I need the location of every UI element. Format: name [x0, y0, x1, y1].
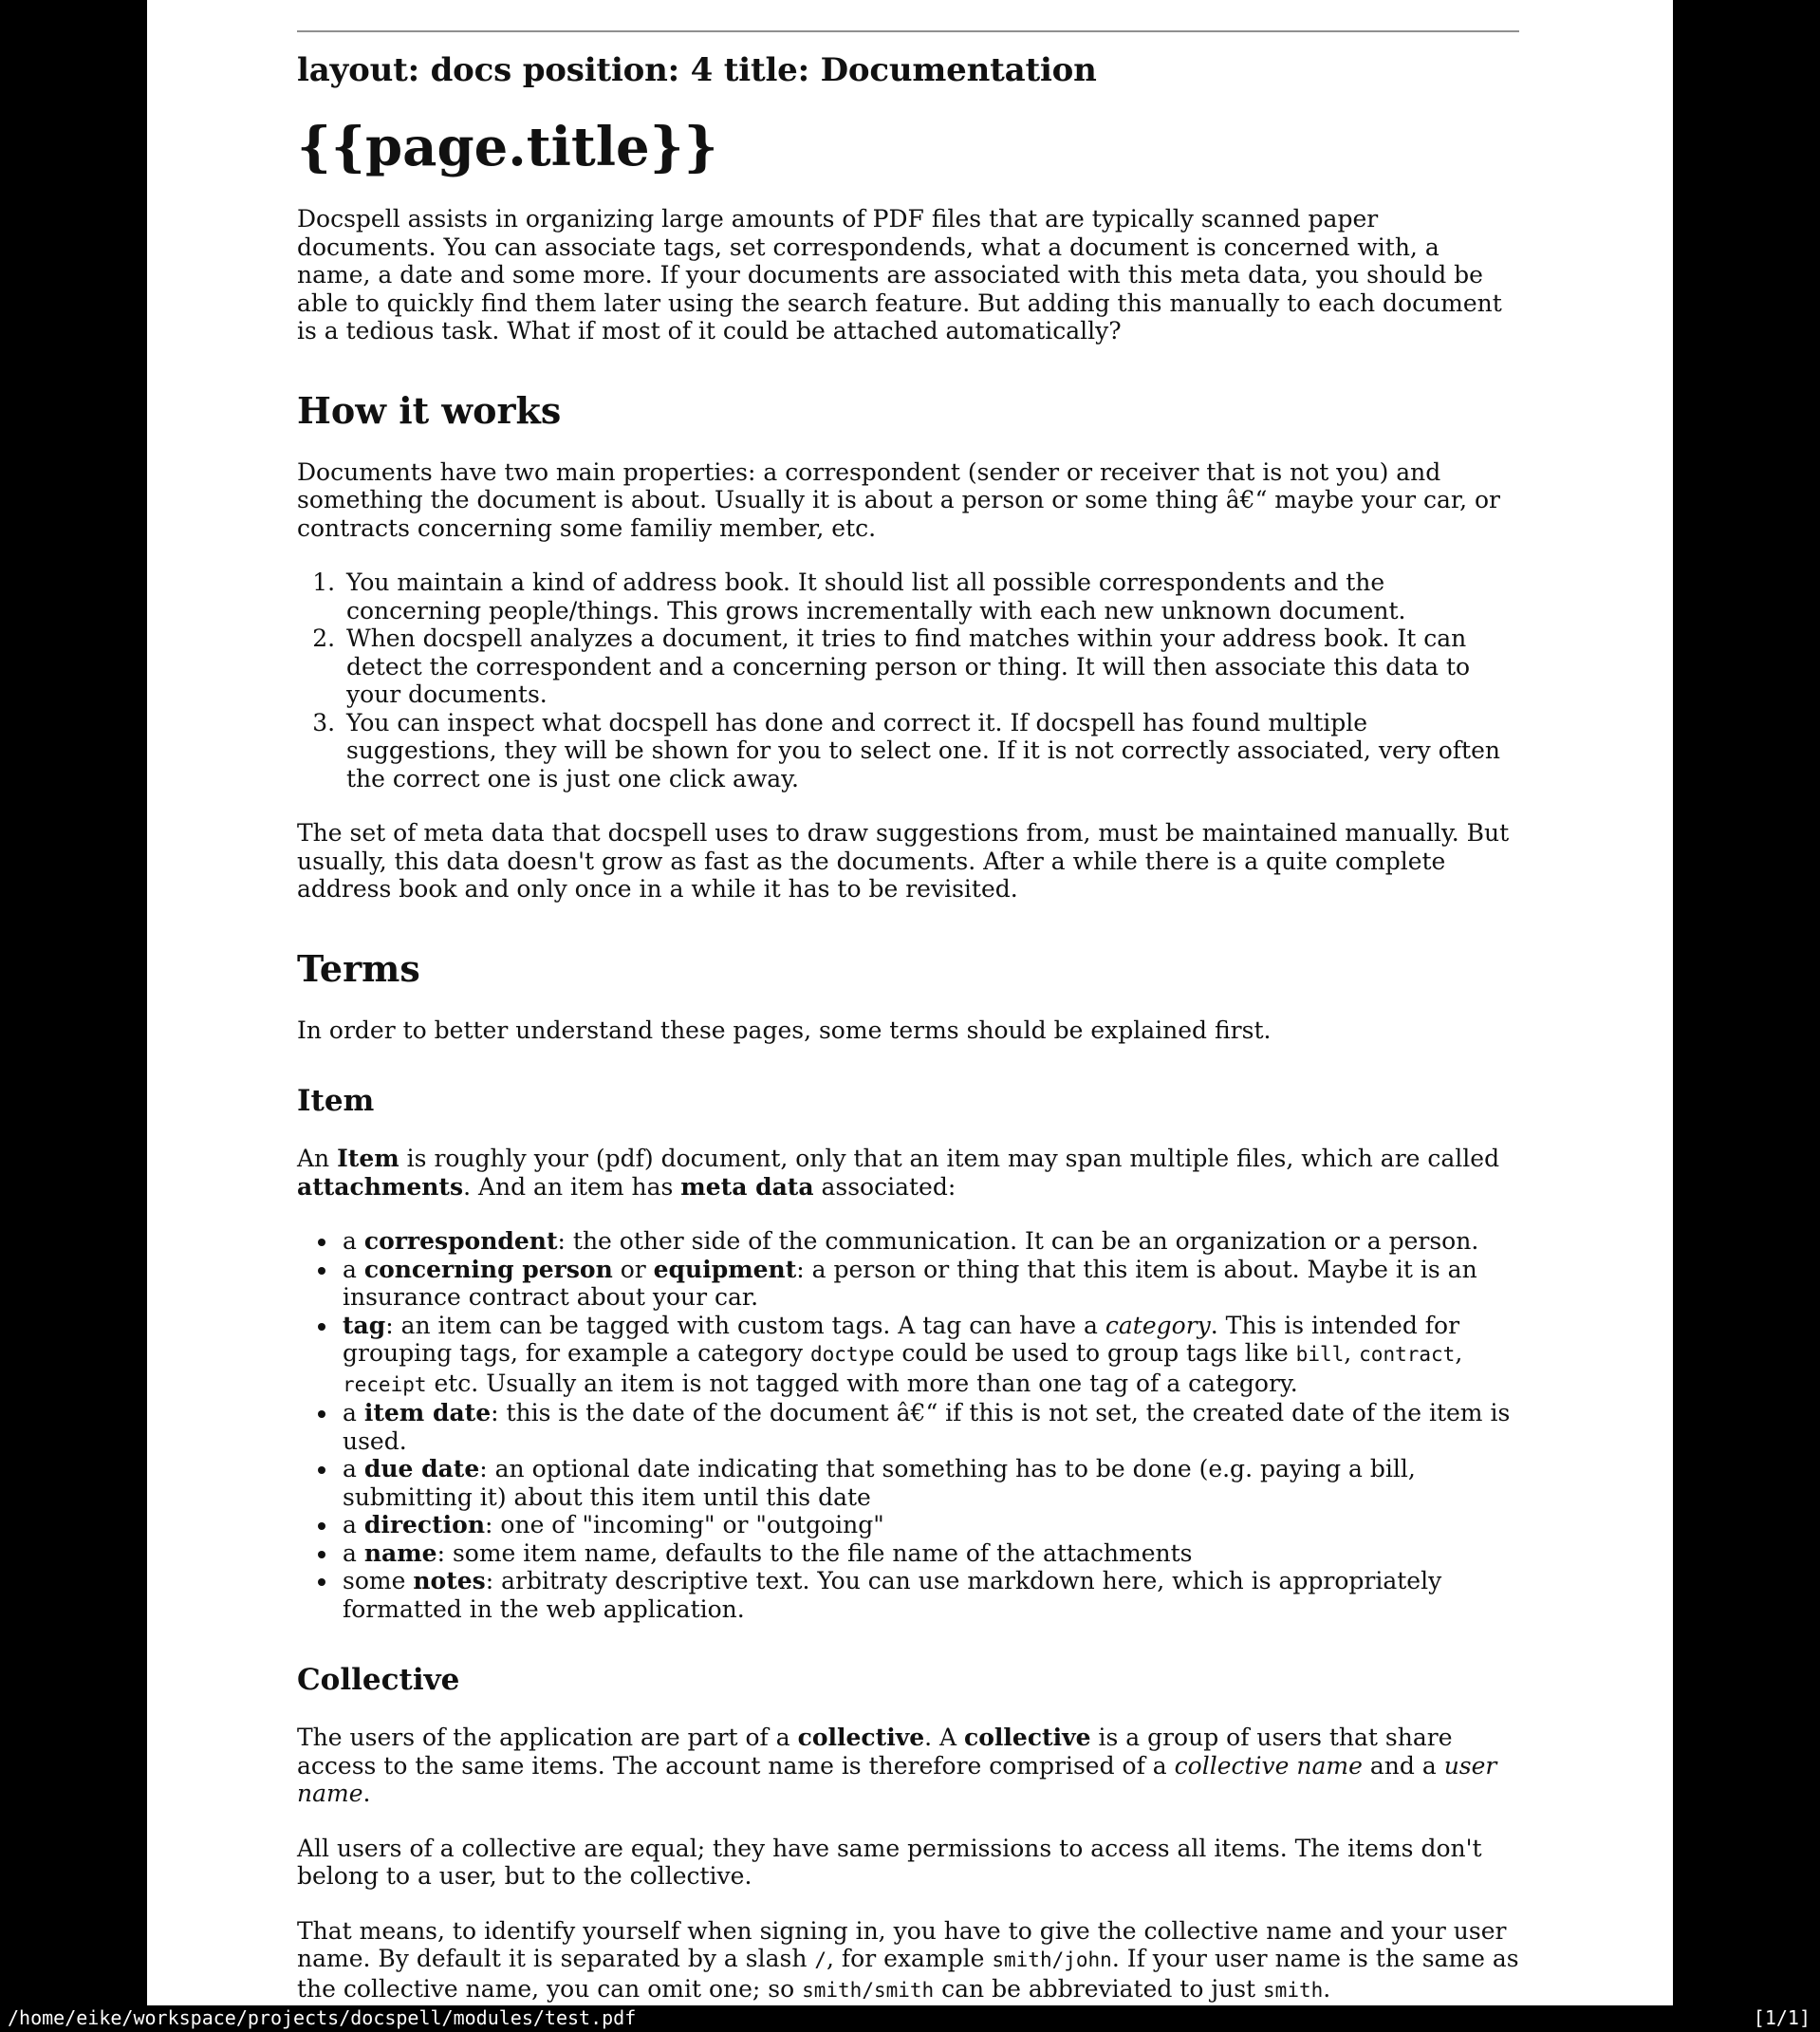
page-title: {{page.title}} [297, 116, 718, 178]
list-item: • a concerning person or equipment: a person or thing that this item is about. Maybe it is an insurance contract about your car. [339, 1256, 1519, 1312]
frontmatter-title: layout: docs position: 4 title: Documentation [297, 51, 1097, 89]
terms-intro: In order to better understand these pages, some terms should be explained first. [297, 1016, 1272, 1044]
list-item: 1. You maintain a kind of address book. It should list all possible correspondents and the concerning people/things. This grows incrementally with each new unknown document. [343, 569, 1519, 625]
list-item: 3. You can inspect what docspell has done and correct it. If docspell has found multiple suggestions, they will be shown for you to select one. If it is not correctly associated, very often the correct one is just one click away. [343, 709, 1519, 793]
statusbar-file-path: /home/eike/workspace/projects/docspell/modules/test.pdf [8, 2006, 637, 2029]
how-it-works-steps-list [297, 569, 1519, 792]
item-lead-paragraph: An Item is roughly your (pdf) document, only that an item may span multiple files, which are called attachments. And an item has meta data associated: [297, 1145, 1500, 1201]
section-heading-how-it-works: How it works [297, 388, 562, 432]
list-item: 2. When docspell analyzes a document, it tries to find matches within your address book. It can detect the correspondent and a concerning person or thing. It will then associate this data to your documents. [343, 625, 1519, 709]
statusbar-page-indicator: [1/1] [1753, 2006, 1811, 2029]
how-it-works-intro: Documents have two main properties: a correspondent (sender or receiver that is not you) and something the document is about. Usually it is about a person or some thing â€“ maybe your car, or contracts concerning some familiy member, etc. [297, 457, 1500, 542]
collective-paragraph-2: All users of a collective are equal; they have same permissions to access all items. The items don't belong to a user, but to the collective. [297, 1834, 1482, 1890]
subsection-heading-item: Item [297, 1084, 375, 1118]
statusbar [0, 2005, 1820, 2032]
collective-paragraph-1: The users of the application are part of a collective. A collective is a group of users that share access to the same items. The account name is therefore comprised of a collective name and a user name. [297, 1724, 1497, 1807]
list-item: • a due date: an optional date indicating that something has to be done (e.g. paying a bill, submitting it) about this item until this date [339, 1455, 1519, 1511]
frontmatter-divider [297, 30, 1519, 32]
item-meta-bullet-list [297, 1227, 1519, 1623]
how-it-works-outro: The set of meta data that docspell uses to draw suggestions from, must be maintained manually. But usually, this data doesn't grow as fast as the documents. After a while there is a quite complete address book and only once in a while it has to be revisited. [297, 819, 1510, 903]
list-item: • a name: some item name, defaults to the file name of the attachments [339, 1539, 1519, 1568]
subsection-heading-collective: Collective [297, 1663, 460, 1697]
collective-paragraph-3: That means, to identify yourself when signing in, you have to give the collective name and your user name. By default it is separated by a slash /, for example smith/john. If your user name is the same as the collective name, you can omit one; so smith/smith can be abbreviated to just smith. [297, 1916, 1519, 2003]
list-item: • some notes: arbitraty descriptive text. You can use markdown here, which is appropriately formatted in the web application. [339, 1567, 1519, 1623]
list-item: • tag: an item can be tagged with custom tags. A tag can have a category. This is intended for grouping tags, for example a category doctype could be used to group tags like bill, contract, receipt etc. Usually an item is not tagged with more than one tag of a category. [339, 1312, 1519, 1400]
list-item: • a correspondent: the other side of the communication. It can be an organization or a person. [339, 1227, 1519, 1256]
section-heading-terms: Terms [297, 946, 420, 990]
document-content [147, 30, 1673, 2004]
list-item: • a item date: this is the date of the document â€“ if this is not set, the created date of the item is used. [339, 1399, 1519, 1455]
list-item: • a direction: one of "incoming" or "outgoing" [339, 1511, 1519, 1539]
document-page-canvas[interactable] [147, 0, 1673, 2005]
intro-paragraph: Docspell assists in organizing large amounts of PDF files that are typically scanned paper documents. You can associate tags, set correspondends, what a document is concerned with, a name, a date and some more. If your documents are associated with this meta data, you should be able to quickly find them later using the search feature. But adding this manually to each document is a tedious task. What if most of it could be attached automatically? [297, 205, 1502, 345]
